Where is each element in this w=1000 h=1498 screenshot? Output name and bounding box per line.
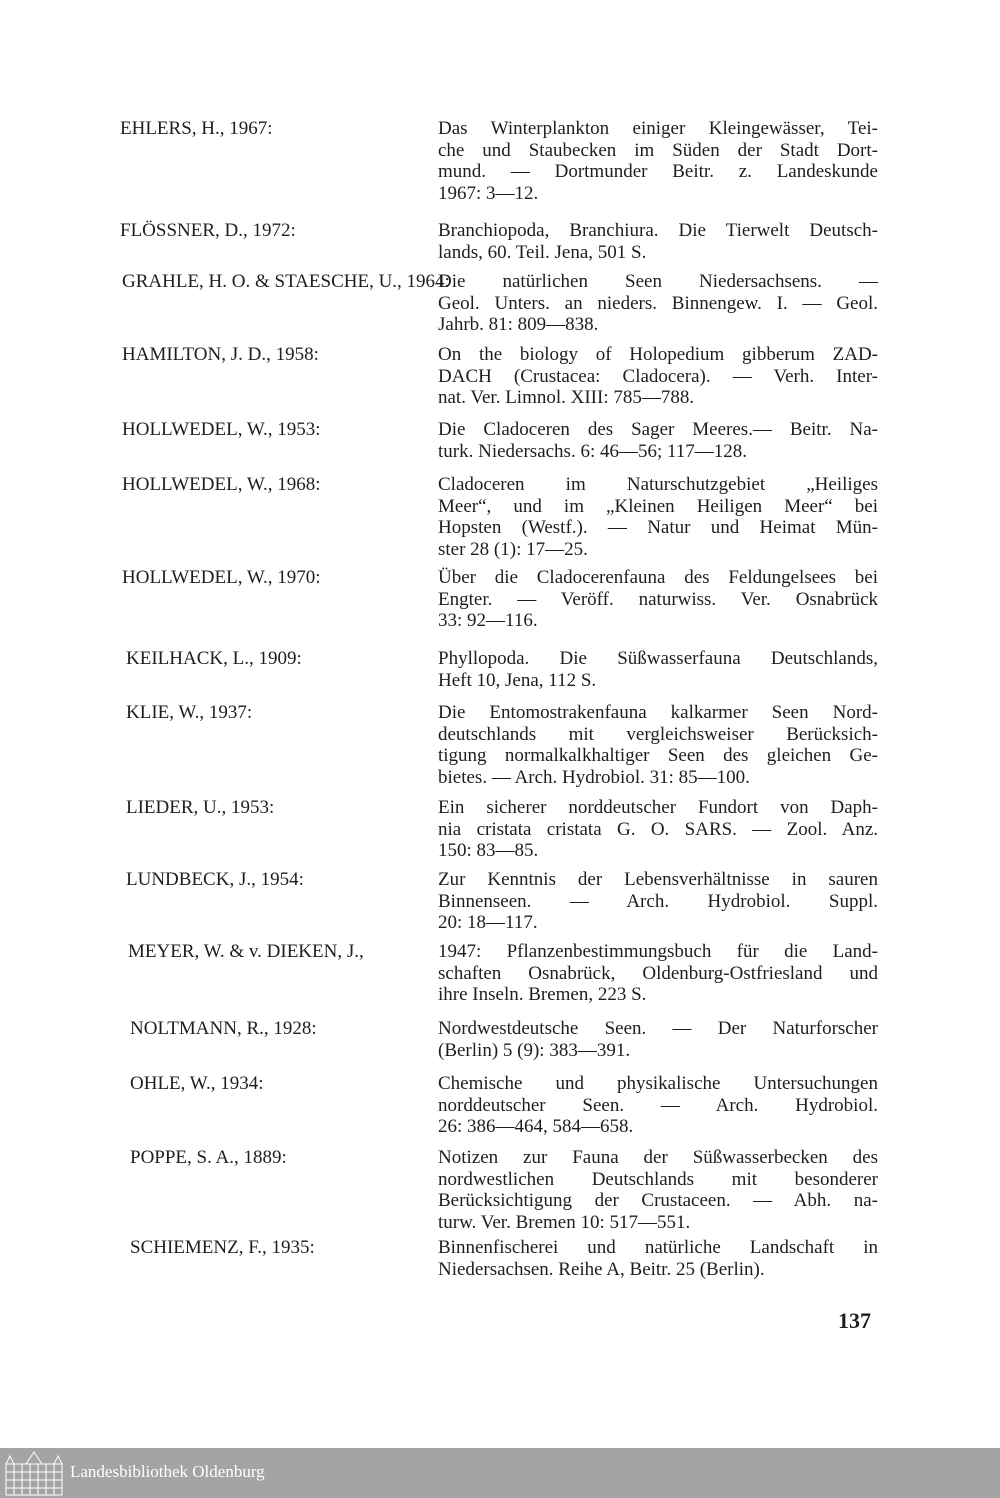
library-footer-bar — [0, 1448, 1000, 1498]
entry-author: SCHIEMENZ, F., 1935: — [130, 1237, 315, 1258]
reference-line: Binnenseen. — Arch. Hydrobiol. Suppl. — [438, 890, 878, 912]
entry-author: KLIE, W., 1937: — [126, 702, 253, 723]
entry-reference — [438, 797, 878, 862]
reference-line: turw. Ver. Bremen 10: 517—551. — [438, 1211, 691, 1233]
entry-author: HOLLWEDEL, W., 1953: — [122, 419, 321, 440]
entry-reference — [438, 567, 878, 632]
reference-line: Notizen zur Fauna der Süßwasserbecken des — [438, 1147, 878, 1168]
reference-line: Engter. — Veröff. naturwiss. Ver. Osnabrück — [438, 588, 878, 610]
entry-reference — [438, 1147, 878, 1233]
entry-author: FLÖSSNER, D., 1972: — [120, 220, 296, 241]
reference-line: nia cristata cristata G. O. SARS. — Zool. Anz. — [438, 818, 878, 840]
reference-line: ster 28 (1): 17—25. — [438, 538, 588, 560]
page-number: 137 — [838, 1308, 871, 1333]
entry-reference — [438, 474, 878, 560]
reference-line: Meer“, und im „Kleinen Heiligen Meer“ bei — [438, 495, 878, 517]
reference-line: bietes. — Arch. Hydrobiol. 31: 85—100. — [438, 766, 750, 788]
entry-author: KEILHACK, L., 1909: — [126, 648, 302, 669]
reference-line: mund. — Dortmunder Beitr. z. Landeskunde — [438, 161, 878, 182]
entry-reference — [438, 419, 878, 462]
entry-reference — [438, 869, 878, 934]
entry-author: OHLE, W., 1934: — [130, 1073, 264, 1094]
entry-reference — [438, 1237, 878, 1280]
reference-line: Die natürlichen Seen Niedersachsens. — — [438, 271, 878, 292]
reference-line: Die Cladoceren des Sager Meeres.— Beitr. Na- — [438, 419, 878, 440]
reference-line: On the biology of Holopedium gibberum ZAD- — [438, 344, 878, 365]
reference-line: Cladoceren im Naturschutzgebiet „Heiliges — [438, 474, 878, 495]
library-name: Landesbibliothek Oldenburg — [70, 1462, 265, 1481]
reference-line: Das Winterplankton einiger Kleingewässer, Tei- — [438, 118, 878, 139]
reference-line: Geol. Unters. an nieders. Binnengew. I. — Geol. — [438, 292, 878, 314]
entry-reference — [438, 941, 878, 1006]
reference-line: Berücksichtigung der Crustaceen. — Abh. na- — [438, 1190, 878, 1211]
reference-line: Phyllopoda. Die Süßwasserfauna Deutschlands, — [438, 648, 878, 669]
reference-line: Über die Cladocerenfauna des Feldungelsees bei — [438, 567, 878, 588]
reference-line: Branchiopoda, Branchiura. Die Tierwelt Deutsch- — [438, 220, 878, 241]
entry-author: POPPE, S. A., 1889: — [130, 1147, 287, 1168]
reference-line: 20: 18—117. — [438, 912, 538, 933]
reference-line: Jahrb. 81: 809—838. — [438, 314, 599, 335]
reference-line: DACH (Crustacea: Cladocera). — Verh. Inter- — [438, 365, 878, 387]
reference-line: Hopsten (Westf.). — Natur und Heimat Mün- — [438, 517, 878, 538]
reference-line: Ein sicherer norddeutscher Fundort von Daph- — [438, 797, 878, 818]
entry-reference — [438, 1073, 878, 1138]
reference-line: Die Entomostrakenfauna kalkarmer Seen Nord- — [438, 702, 878, 723]
reference-line: lands, 60. Teil. Jena, 501 S. — [438, 241, 647, 263]
reference-line: Heft 10, Jena, 112 S. — [438, 669, 597, 691]
entry-reference — [438, 344, 878, 409]
reference-line: 1967: 3—12. — [438, 182, 539, 204]
entry-author: NOLTMANN, R., 1928: — [130, 1018, 317, 1039]
entry-author: LUNDBECK, J., 1954: — [126, 869, 304, 890]
entry-author: LIEDER, U., 1953: — [126, 797, 275, 818]
reference-line: turk. Niedersachs. 6: 46—56; 117—128. — [438, 440, 748, 462]
entry-author: HAMILTON, J. D., 1958: — [122, 344, 319, 365]
reference-line: Binnenfischerei und natürliche Landschaft in — [438, 1237, 878, 1258]
reference-line: Niedersachsen. Reihe A, Beitr. 25 (Berlin). — [438, 1258, 765, 1280]
reference-line: Chemische und physikalische Untersuchungen — [438, 1073, 878, 1094]
reference-line: Nordwestdeutsche Seen. — Der Naturforscher — [438, 1018, 878, 1039]
reference-line: nat. Ver. Limnol. XIII: 785—788. — [438, 387, 695, 408]
reference-line: 33: 92—116. — [438, 610, 538, 631]
entry-reference — [438, 648, 878, 691]
reference-line: 150: 83—85. — [438, 840, 539, 861]
entry-author: EHLERS, H., 1967: — [120, 118, 273, 139]
entry-reference — [438, 271, 878, 336]
reference-line: ihre Inseln. Bremen, 223 S. — [438, 984, 647, 1005]
entry-reference — [438, 118, 878, 204]
library-building-icon — [4, 1450, 64, 1496]
reference-line: 26: 386—464, 584—658. — [438, 1116, 634, 1137]
reference-line: nordwestlichen Deutschlands mit besonderer — [438, 1168, 878, 1190]
entry-reference — [438, 220, 878, 263]
reference-line: che und Staubecken im Süden der Stadt Dort- — [438, 139, 878, 161]
reference-line: Zur Kenntnis der Lebensverhältnisse in sauren — [438, 869, 878, 890]
reference-line: norddeutscher Seen. — Arch. Hydrobiol. — [438, 1094, 878, 1116]
reference-line: tigung normalkalkhaltiger Seen des gleichen Ge- — [438, 745, 878, 766]
reference-line: deutschlands mit vergleichsweiser Berücksich- — [438, 723, 878, 745]
entry-author: MEYER, W. & v. DIEKEN, J., — [128, 941, 364, 962]
reference-line: (Berlin) 5 (9): 383—391. — [438, 1039, 631, 1061]
reference-line: 1947: Pflanzenbestimmungsbuch für die Land- — [438, 941, 878, 962]
reference-line: schaften Osnabrück, Oldenburg-Ostfriesland und — [438, 962, 878, 984]
entry-reference — [438, 1018, 878, 1061]
entry-author: HOLLWEDEL, W., 1970: — [122, 567, 321, 588]
entry-author: HOLLWEDEL, W., 1968: — [122, 474, 321, 495]
entry-reference — [438, 702, 878, 788]
entry-author: GRAHLE, H. O. & STAESCHE, U., 1964: — [122, 271, 450, 292]
